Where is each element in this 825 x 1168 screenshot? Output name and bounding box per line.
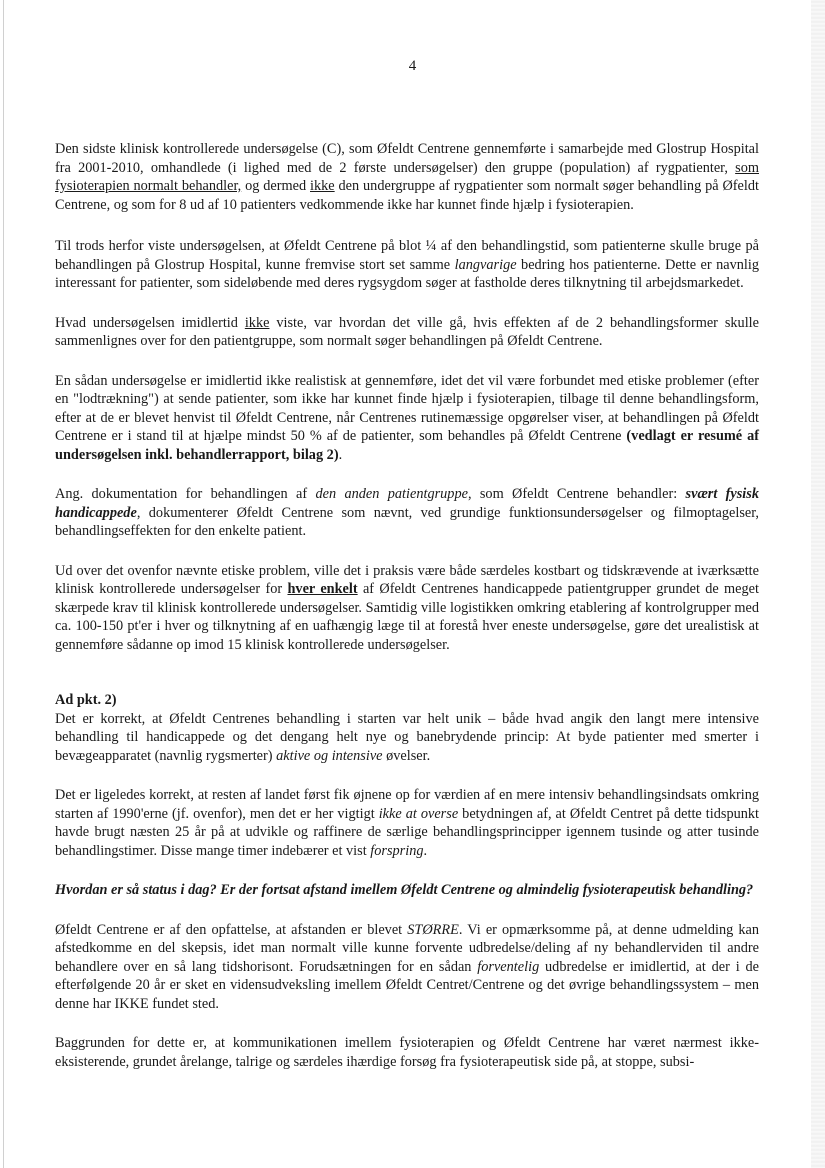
paragraph-10: Baggrunden for dette er, at kommunikationen imellem fysioterapien og Øfeldt Centrene har været nærmest ikke-eksisterende, grundet årelange, talrige og særdeles ihærdige forsøg fra fysioterapeutisk side på, at stoppe, subsi- <box>55 1035 759 1070</box>
paragraph-3: Hvad undersøgelsen imidlertid ikke viste, var hvordan det ville gå, hvis effekten af de 2 behandlingsformer skulle sammenlignes over for den patientgruppe, som normalt søger behandlingen på Øfeldt Centrene. <box>55 314 759 349</box>
paragraph-2: Til trods herfor viste undersøgelsen, at Øfeldt Centrene på blot ¼ af den behandlingstid, som patienterne skulle bruge på behandlingen på Glostrup Hospital, kunne fremvise stort set samme langvarige bedring hos patienterne. Dette er navnlig interessant for patienter, som sideløbende med deres rygsygdom søger at fastholde deres tilknytning til arbejdsmarkedet. <box>55 238 759 291</box>
paragraph-4: En sådan undersøgelse er imidlertid ikke realistisk at gennemføre, idet det vil være forbundet med etiske problemer (efter en "lodtrækning") at sende patienter, som ikke har kunnet finde hjælp i fysioterapien, tilbage til denne behandlingsform, efter at de er blevet henvist til Øfeldt Centrene, når Centrenes rutinemæssige opgørelser viser, at behandlingen på Øfeldt Centrene er i stand til at hjælpe mindst 50 % af de patienter, som behandles på Øfeldt Centrene (vedlagt er resumé af undersøgelsen inkl. behandlerrapport, bilag 2). <box>55 372 759 463</box>
paragraph-7: Det er korrekt, at Øfeldt Centrenes behandling i starten var helt unik – både hvad angik den langt mere intensive behandling til handicappede og det dengang helt nye og banebrydende princip: At byde patienter med smerter i bevægeapparatet (navnlig rygsmerter) aktive og intensive øvelser. <box>55 710 759 764</box>
scan-edge-right <box>811 0 825 1168</box>
page-number: 4 <box>408 58 417 74</box>
paragraph-6: Ud over det ovenfor nævnte etiske problem, ville det i praksis være både særdeles kostbart og tidskrævende at iværksætte klinisk kontrollerede undersøgelser for hver enkelt af Øfeldt Centrenes handicappede patientgrupper grundet de meget skærpede krav til klinisk kontrollerede undersøgelser. Samtidig ville logistikken omkring etablering af kontrolgrupper med ca. 100-150 pt'er i hver og tilknytning af en uafhængig læge til at forestå hver eneste undersøgelse, gøre det urealistisk at gennemføre sådanne op imod 15 klinisk kontrollerede undersøgelser. <box>55 562 759 653</box>
body-text <box>55 140 759 1071</box>
heading-status-question: Hvordan er så status i dag? Er der fortsat afstand imellem Øfeldt Centrene og almindelig fysioterapeutisk behandling? <box>55 882 754 898</box>
heading-ad-pkt-2: Ad pkt. 2) <box>55 692 117 708</box>
paragraph-8: Det er ligeledes korrekt, at resten af landet først fik øjnene op for værdien af en mere intensiv behandlingsindsats omkring starten af 1990'erne (jf. ovenfor), men det er her vigtigt ikke at overse betydningen af, at Øfeldt Centret på dette tidspunkt havde brugt næsten 25 år på at udvikle og raffinere de særlige behandlingsprincipper igennem tusinde og atter tusinde behandlingstimer. Disse mange timer indebærer et vist forspring. <box>55 787 760 859</box>
scan-edge-left <box>3 0 4 1168</box>
paragraph-9: Øfeldt Centrene er af den opfattelse, at afstanden er blevet STØRRE. Vi er opmærksomme på, at denne udmelding kan afstedkomme en del skepsis, idet man normalt ville kunne forvente udbredelse/deling af ny behandlerviden til andre behandlere over en så lang tidshorisont. Forudsætningen for en sådan forventelig udbredelse er imidlertid, at der i de efterfølgende 20 år er sket en vidensudveksling imellem Øfeldt Centret/Centrene og det øvrige behandlingssystem – men denne har IKKE fundet sted. <box>55 921 759 1012</box>
paragraph-1: Den sidste klinisk kontrollerede undersøgelse (C), som Øfeldt Centrene gennemførte i samarbejde med Glostrup Hospital fra 2001-2010, omhandlede (i lighed med de 2 første undersøgelser) den gruppe (population) af rygpatienter, som fysioterapien normalt behandler, og dermed ikke den undergruppe af rygpatienter som normalt søger behandling på Øfeldt Centrene, og som for 8 ud af 10 patienters vedkommende ikke har kunnet finde hjælp i fysioterapien. <box>55 141 759 213</box>
paragraph-5: Ang. dokumentation for behandlingen af den anden patientgruppe, som Øfeldt Centrene behandler: svært fysisk handicappede, dokumenterer Øfeldt Centrene som nævnt, ved grundige funktionsundersøgelser og filmoptagelser, behandlingseffekten for den enkelte patient. <box>55 486 759 539</box>
